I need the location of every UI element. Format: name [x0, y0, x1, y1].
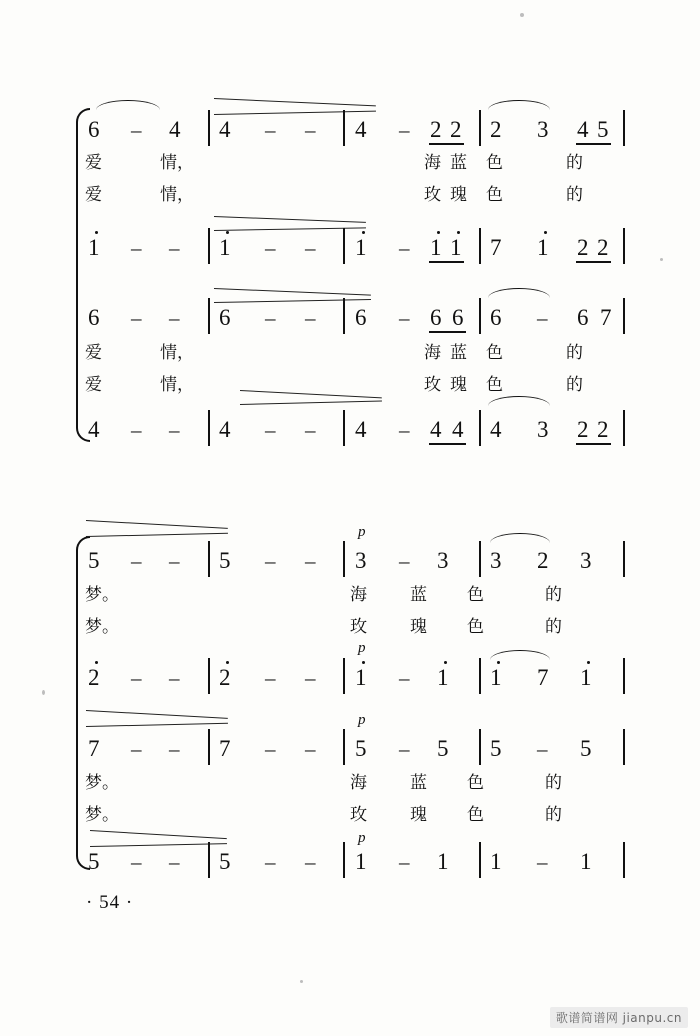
lyric: 梦。 — [85, 617, 119, 637]
lyric: 的 — [545, 773, 562, 793]
barline — [623, 658, 625, 694]
lyric: 的 — [545, 585, 562, 605]
dash: – — [305, 306, 316, 330]
dash: – — [131, 850, 142, 874]
note: 5 — [219, 548, 231, 573]
note: 1 — [580, 849, 592, 874]
dash: – — [169, 666, 180, 690]
note: 1 — [355, 235, 367, 260]
note: 5 — [88, 548, 100, 573]
note: 5 — [219, 849, 231, 874]
note: 4 — [88, 417, 100, 442]
note: 5 — [580, 736, 592, 761]
note: 1 — [490, 849, 502, 874]
slur-s2v1 — [490, 533, 550, 543]
dash: – — [265, 549, 276, 573]
dash: – — [265, 236, 276, 260]
lyric: 爱 — [85, 185, 102, 205]
barline — [343, 729, 345, 765]
beam — [429, 443, 466, 445]
note: 5 — [490, 736, 502, 761]
lyric: 情， — [160, 375, 194, 395]
barline — [343, 658, 345, 694]
note: 1 — [490, 665, 502, 690]
dash: – — [305, 737, 316, 761]
note: 5 — [355, 736, 367, 761]
octave-dot — [95, 661, 98, 664]
note: 2 — [430, 117, 442, 142]
note: 1 — [219, 235, 231, 260]
lyric: 情， — [160, 153, 194, 173]
note: 7 — [219, 736, 231, 761]
dash: – — [399, 418, 410, 442]
dash: – — [399, 666, 410, 690]
hairpin-s2v4 — [90, 828, 225, 850]
note: 6 — [430, 305, 442, 330]
lyric: 海 — [424, 343, 441, 363]
note: 1 — [437, 849, 449, 874]
lyric: 海 — [350, 585, 367, 605]
dash: – — [537, 306, 548, 330]
note: 4 — [355, 117, 367, 142]
lyric: 色 — [486, 343, 503, 363]
dash: – — [131, 737, 142, 761]
hairpin-s2v3 — [86, 708, 226, 730]
dash: – — [399, 850, 410, 874]
lyric: 的 — [566, 375, 583, 395]
scan-speckle — [660, 258, 663, 261]
note: 3 — [537, 117, 549, 142]
lyric: 瑰 — [450, 375, 467, 395]
lyric: 色 — [486, 185, 503, 205]
note: 6 — [490, 305, 502, 330]
lyric: 瑰 — [410, 617, 427, 637]
dash: – — [169, 737, 180, 761]
note: 4 — [452, 417, 464, 442]
dynamic-p: p — [358, 640, 366, 656]
note: 6 — [452, 305, 464, 330]
lyric: 玫 — [424, 185, 441, 205]
dynamic-p: p — [358, 524, 366, 540]
dash: – — [399, 306, 410, 330]
dash: – — [537, 737, 548, 761]
lyric: 蓝 — [450, 343, 467, 363]
note: 2 — [537, 548, 549, 573]
note: 6 — [88, 117, 100, 142]
barline — [343, 541, 345, 577]
note: 2 — [219, 665, 231, 690]
lyric: 海 — [424, 153, 441, 173]
barline — [208, 842, 210, 878]
dash: – — [169, 549, 180, 573]
dash: – — [305, 418, 316, 442]
note: 3 — [537, 417, 549, 442]
dash: – — [399, 737, 410, 761]
scan-speckle — [42, 690, 45, 695]
dash: – — [131, 549, 142, 573]
note: 2 — [577, 417, 589, 442]
dash: – — [169, 306, 180, 330]
lyric: 梦。 — [85, 585, 119, 605]
note: 5 — [88, 849, 100, 874]
lyric: 色 — [486, 153, 503, 173]
note: 2 — [88, 665, 100, 690]
dash: – — [265, 118, 276, 142]
dash: – — [305, 549, 316, 573]
note: 1 — [430, 235, 442, 260]
lyric: 瑰 — [450, 185, 467, 205]
site-watermark: 歌谱简谱网 jianpu.cn — [550, 1007, 688, 1028]
dash: – — [399, 118, 410, 142]
note: 1 — [450, 235, 462, 260]
note: 4 — [219, 117, 231, 142]
lyric: 爱 — [85, 375, 102, 395]
lyric: 情， — [160, 185, 194, 205]
page-number: · 54 · — [86, 892, 134, 913]
lyric: 色 — [467, 617, 484, 637]
dash: – — [537, 850, 548, 874]
note: 1 — [355, 849, 367, 874]
note: 7 — [490, 235, 502, 260]
lyric: 玫 — [424, 375, 441, 395]
note: 2 — [597, 417, 609, 442]
dash: – — [305, 236, 316, 260]
dash: – — [131, 118, 142, 142]
octave-dot — [362, 661, 365, 664]
hairpin-s2v1 — [86, 518, 226, 540]
barline — [623, 541, 625, 577]
barline — [479, 729, 481, 765]
lyric: 玫 — [350, 805, 367, 825]
lyric: 色 — [467, 773, 484, 793]
lyric: 梦。 — [85, 805, 119, 825]
octave-dot — [587, 661, 590, 664]
barline — [479, 541, 481, 577]
note: 4 — [490, 417, 502, 442]
dash: – — [131, 306, 142, 330]
dash: – — [169, 418, 180, 442]
lyric: 的 — [566, 185, 583, 205]
lyric: 梦。 — [85, 773, 119, 793]
dash: – — [265, 737, 276, 761]
dash: – — [399, 236, 410, 260]
dash: – — [131, 418, 142, 442]
barline — [208, 658, 210, 694]
lyric: 蓝 — [410, 585, 427, 605]
note: 6 — [355, 305, 367, 330]
dynamic-p: p — [358, 830, 366, 846]
octave-dot — [497, 661, 500, 664]
lyric: 的 — [545, 617, 562, 637]
scan-speckle — [300, 980, 303, 983]
slur-s2v2 — [490, 650, 550, 660]
note: 1 — [537, 235, 549, 260]
note: 5 — [597, 117, 609, 142]
note: 7 — [600, 305, 612, 330]
note: 4 — [355, 417, 367, 442]
lyric: 情， — [160, 343, 194, 363]
dash: – — [305, 850, 316, 874]
lyric: 蓝 — [410, 773, 427, 793]
dash: – — [169, 850, 180, 874]
note: 6 — [577, 305, 589, 330]
note: 7 — [88, 736, 100, 761]
dash: – — [131, 666, 142, 690]
dash: – — [131, 236, 142, 260]
lyric: 色 — [467, 805, 484, 825]
note: 6 — [219, 305, 231, 330]
lyric: 瑰 — [410, 805, 427, 825]
note: 2 — [577, 235, 589, 260]
scan-speckle — [520, 13, 524, 17]
lyric: 蓝 — [450, 153, 467, 173]
note: 3 — [490, 548, 502, 573]
dash: – — [305, 118, 316, 142]
note: 2 — [597, 235, 609, 260]
note: 3 — [437, 548, 449, 573]
lyric: 色 — [467, 585, 484, 605]
note: 4 — [169, 117, 181, 142]
note: 7 — [537, 665, 549, 690]
note: 1 — [437, 665, 449, 690]
note: 2 — [450, 117, 462, 142]
note: 4 — [430, 417, 442, 442]
dynamic-p: p — [358, 712, 366, 728]
barline — [479, 658, 481, 694]
note: 3 — [355, 548, 367, 573]
dash: – — [265, 306, 276, 330]
lyric: 海 — [350, 773, 367, 793]
barline — [623, 842, 625, 878]
dash: – — [265, 666, 276, 690]
lyric: 爱 — [85, 343, 102, 363]
barline — [343, 842, 345, 878]
note: 1 — [88, 235, 100, 260]
note: 2 — [490, 117, 502, 142]
note: 6 — [88, 305, 100, 330]
dash: – — [305, 666, 316, 690]
barline — [208, 729, 210, 765]
lyric: 的 — [566, 343, 583, 363]
barline — [479, 842, 481, 878]
lyric: 的 — [566, 153, 583, 173]
note: 3 — [580, 548, 592, 573]
barline — [208, 541, 210, 577]
note: 1 — [580, 665, 592, 690]
octave-dot — [444, 661, 447, 664]
lyric: 玫 — [350, 617, 367, 637]
octave-dot — [226, 661, 229, 664]
note: 4 — [577, 117, 589, 142]
dash: – — [265, 418, 276, 442]
lyric: 色 — [486, 375, 503, 395]
note: 5 — [437, 736, 449, 761]
note: 1 — [355, 665, 367, 690]
lyric: 爱 — [85, 153, 102, 173]
dash: – — [265, 850, 276, 874]
dash: – — [169, 236, 180, 260]
note: 4 — [219, 417, 231, 442]
barline — [623, 729, 625, 765]
dash: – — [399, 549, 410, 573]
lyric: 的 — [545, 805, 562, 825]
beam — [576, 443, 611, 445]
